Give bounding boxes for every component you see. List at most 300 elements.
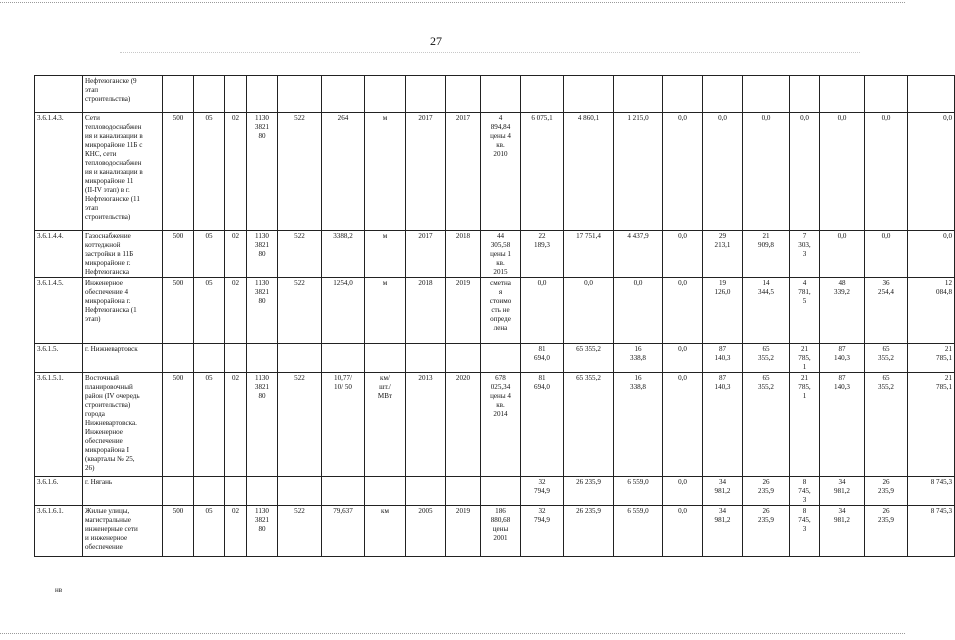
program-code-cell [163, 373, 194, 477]
end-year-cell [446, 477, 481, 506]
section-code: 05 [205, 232, 213, 240]
local-budget-2018: 8 745, 3 [798, 507, 811, 533]
section-code-cell [194, 278, 225, 344]
fund-budget-2019: 36 254,4 [878, 279, 894, 296]
total-2017-cell [521, 278, 564, 344]
unit-cell [365, 373, 406, 477]
local-budget-2019-cell [908, 113, 955, 231]
expense-type-cell [278, 231, 322, 278]
fund-budget-2019: 65 355,2 [878, 345, 894, 362]
fund-budget-2019-cell [865, 113, 908, 231]
unit-cell [365, 344, 406, 373]
local-budget-2018: 21 785, 1 [798, 374, 811, 400]
other-sources: 0,0 [678, 374, 687, 382]
total-2019: 34 981,2 [834, 507, 850, 524]
other-sources-cell [663, 76, 703, 113]
section-code-cell [194, 113, 225, 231]
fund-budget-cell [564, 477, 614, 506]
unit: км/ шт./ МВт [377, 374, 393, 400]
end-year: 2019 [455, 279, 471, 287]
total-2017-cell [521, 373, 564, 477]
unit-cell [365, 477, 406, 506]
section-code: 05 [205, 114, 213, 122]
section-code: 05 [205, 374, 213, 382]
local-budget-cell [614, 344, 663, 373]
estimated-cost-cell [481, 113, 521, 231]
estimated-cost: 678 025,34 цены 4 кв. 2014 [490, 374, 511, 418]
other-sources: 0,0 [678, 114, 687, 122]
total-2018: 29 213,1 [714, 232, 731, 249]
expense-type: 522 [294, 232, 305, 240]
local-budget-2019-cell [908, 344, 955, 373]
total-2019-cell [820, 113, 865, 231]
capacity: 3388,2 [333, 232, 353, 240]
section-code-cell [194, 477, 225, 506]
row-name-cell [83, 477, 163, 506]
start-year-cell [406, 231, 446, 278]
target-article: 1130 3821 80 [254, 279, 270, 305]
local-budget-2018: 7 303, 3 [798, 232, 811, 258]
total-2018: 34 981,2 [714, 507, 731, 524]
fund-budget: 26 235,9 [576, 507, 601, 515]
row-name-cell [83, 373, 163, 477]
capacity-cell [322, 76, 365, 113]
other-sources: 0,0 [678, 345, 687, 353]
table-row [35, 344, 955, 373]
program-code-cell [163, 506, 194, 557]
local-budget-2019: 0,0 [943, 114, 952, 122]
fund-budget: 17 751,4 [576, 232, 601, 240]
local-budget-2019: 8 745,3 [930, 507, 952, 515]
total-2018: 34 981,2 [714, 478, 731, 495]
subsection-code-cell [225, 278, 247, 344]
row-name-cell [83, 113, 163, 231]
target-article-cell [247, 373, 278, 477]
unit: км [381, 507, 389, 515]
local-budget-2018: 4 781, 5 [798, 279, 811, 305]
subsection-code-cell [225, 231, 247, 278]
fund-budget-cell [564, 113, 614, 231]
estimated-cost: сметна я стоимо сть не опреде лена [489, 279, 512, 332]
subsection-code-cell [225, 344, 247, 373]
subsection-code-cell [225, 76, 247, 113]
total-2017-cell [521, 76, 564, 113]
other-sources: 0,0 [678, 478, 687, 486]
estimated-cost-cell [481, 373, 521, 477]
program-code: 500 [172, 114, 184, 122]
start-year-cell [406, 76, 446, 113]
unit: м [382, 232, 388, 240]
other-sources-cell [663, 344, 703, 373]
total-2018: 0,0 [718, 114, 727, 122]
fund-budget-2019: 26 235,9 [878, 507, 894, 524]
subsection-code-cell [225, 477, 247, 506]
start-year: 2005 [418, 507, 433, 515]
local-budget-2019-cell [908, 477, 955, 506]
section-code-cell [194, 344, 225, 373]
row-code-cell [35, 113, 83, 231]
end-year: 2017 [455, 114, 471, 122]
total-2017: 32 794,9 [534, 507, 550, 524]
capacity-cell [322, 373, 365, 477]
local-budget-cell [614, 278, 663, 344]
local-budget-2019-cell [908, 278, 955, 344]
fund-budget-cell [564, 506, 614, 557]
other-sources: 0,0 [678, 507, 687, 515]
expense-type-cell [278, 344, 322, 373]
section-code-cell [194, 76, 225, 113]
total-2017: 6 075,1 [531, 114, 553, 122]
total-2019-cell [820, 506, 865, 557]
target-article-cell [247, 506, 278, 557]
target-article-cell [247, 113, 278, 231]
unit-cell [365, 231, 406, 278]
fund-budget-2019: 0,0 [881, 232, 891, 240]
row-name-cell [83, 278, 163, 344]
row-code-cell [35, 506, 83, 557]
total-2018-cell [703, 278, 743, 344]
fund-budget-cell [564, 344, 614, 373]
other-sources-cell [663, 477, 703, 506]
unit-cell [365, 76, 406, 113]
total-2017-cell [521, 344, 564, 373]
row-code-cell [35, 231, 83, 278]
fund-budget-2018-cell [743, 373, 790, 477]
program-code-cell [163, 278, 194, 344]
fund-budget-2019-cell [865, 231, 908, 278]
fund-budget: 65 355,2 [576, 345, 601, 353]
target-article: 1130 3821 80 [254, 114, 270, 140]
local-budget-2018: 21 785, 1 [798, 345, 811, 371]
local-budget-2018-cell [790, 344, 820, 373]
scan-edge-line [120, 52, 860, 53]
other-sources: 0,0 [678, 279, 687, 287]
local-budget: 16 338,8 [630, 345, 646, 362]
estimated-cost-cell [481, 344, 521, 373]
fund-budget-2018: 14 344,5 [758, 279, 774, 296]
estimated-cost-cell [481, 231, 521, 278]
table-row [35, 373, 955, 477]
table-row [35, 278, 955, 344]
expense-type: 522 [294, 374, 305, 382]
expense-type-cell [278, 278, 322, 344]
local-budget-cell [614, 76, 663, 113]
program-code-cell [163, 76, 194, 113]
fund-budget: 26 235,9 [576, 478, 601, 486]
start-year: 2018 [418, 279, 433, 287]
scan-edge-bottom [0, 633, 905, 634]
expense-type-cell [278, 506, 322, 557]
total-2019-cell [820, 477, 865, 506]
total-2017-cell [521, 506, 564, 557]
local-budget: 4 437,9 [627, 232, 649, 240]
total-2019-cell [820, 231, 865, 278]
start-year-cell [406, 113, 446, 231]
expense-type: 522 [294, 279, 305, 287]
fund-budget-2019-cell [865, 344, 908, 373]
start-year-cell [406, 506, 446, 557]
local-budget-2018-cell [790, 231, 820, 278]
program-code: 500 [172, 374, 184, 382]
capacity-cell [322, 506, 365, 557]
local-budget-2019-cell [908, 506, 955, 557]
local-budget-2018-cell [790, 373, 820, 477]
fund-budget-2018-cell [743, 477, 790, 506]
capacity: 79,637 [333, 507, 353, 515]
end-year: 2018 [455, 232, 471, 240]
total-2018-cell [703, 76, 743, 113]
section-code: 05 [205, 507, 213, 515]
other-sources-cell [663, 113, 703, 231]
end-year-cell [446, 373, 481, 477]
end-year-cell [446, 344, 481, 373]
total-2019: 87 140,3 [834, 345, 850, 362]
other-sources: 0,0 [678, 232, 687, 240]
row-name: Газоснабжение коттеджной застройки в 11Б микрорайоне г. Нефтеюганска [85, 232, 134, 276]
row-name-cell [83, 76, 163, 113]
table-row [35, 113, 955, 231]
expense-type-cell [278, 477, 322, 506]
local-budget-cell [614, 373, 663, 477]
row-code-cell [35, 76, 83, 113]
unit: м [382, 279, 388, 287]
fund-budget-2018-cell [743, 344, 790, 373]
fund-budget-2019: 0,0 [881, 114, 891, 122]
start-year-cell [406, 373, 446, 477]
subsection-code-cell [225, 506, 247, 557]
local-budget: 0,0 [633, 279, 643, 287]
local-budget-2018-cell [790, 76, 820, 113]
expense-type: 522 [294, 507, 305, 515]
total-2017: 0,0 [537, 279, 547, 287]
target-article: 1130 3821 80 [254, 232, 270, 258]
row-code: 3.6.1.6.1. [37, 507, 64, 515]
end-year: 2019 [455, 507, 471, 515]
total-2017: 22 189,3 [534, 232, 550, 249]
table-row [35, 477, 955, 506]
target-article-cell [247, 231, 278, 278]
end-year-cell [446, 76, 481, 113]
start-year: 2017 [418, 114, 433, 122]
unit-cell [365, 113, 406, 231]
fund-budget-2018: 26 235,9 [758, 507, 774, 524]
row-name: Нефтеюганске (9 этап строительства) [85, 77, 137, 103]
estimated-cost-cell [481, 278, 521, 344]
fund-budget-2018: 21 909,8 [758, 232, 774, 249]
local-budget-cell [614, 506, 663, 557]
total-2019: 87 140,3 [834, 374, 850, 391]
target-article-cell [247, 477, 278, 506]
total-2018-cell [703, 113, 743, 231]
capacity: 10,77/ 10/ 50 [334, 374, 352, 391]
expense-type-cell [278, 373, 322, 477]
total-2017-cell [521, 231, 564, 278]
subsection-code: 02 [231, 279, 240, 287]
local-budget: 6 559,0 [627, 507, 649, 515]
row-code: 3.6.1.4.3. [37, 114, 64, 122]
capacity-cell [322, 231, 365, 278]
end-year: 2020 [455, 374, 471, 382]
fund-budget-2019-cell [865, 506, 908, 557]
row-code: 3.6.1.6. [37, 478, 59, 486]
table-row [35, 506, 955, 557]
total-2019: 34 981,2 [834, 478, 850, 495]
fund-budget-2018: 65 355,2 [758, 374, 774, 391]
start-year: 2017 [418, 232, 433, 240]
program-code: 500 [172, 507, 184, 515]
local-budget-2018-cell [790, 506, 820, 557]
total-2018: 19 126,0 [714, 279, 731, 296]
section-code-cell [194, 231, 225, 278]
local-budget-2018: 8 745, 3 [798, 478, 811, 504]
page-number: 27 [430, 34, 442, 48]
total-2019: 48 339,2 [834, 279, 850, 296]
local-budget-2018-cell [790, 477, 820, 506]
row-code: 3.6.1.5. [37, 345, 59, 353]
target-article: 1130 3821 80 [254, 507, 270, 533]
total-2017: 81 694,0 [534, 345, 550, 362]
local-budget-2018-cell [790, 278, 820, 344]
fund-budget-2019-cell [865, 76, 908, 113]
expense-type-cell [278, 113, 322, 231]
total-2019-cell [820, 278, 865, 344]
section-code-cell [194, 506, 225, 557]
local-budget-2019: 8 745,3 [930, 478, 952, 486]
row-name: г. Нижневартовск [85, 345, 138, 353]
local-budget-2019: 21 785,1 [936, 374, 952, 391]
subsection-code: 02 [231, 232, 240, 240]
capacity-cell [322, 477, 365, 506]
scan-edge-top [0, 2, 905, 3]
row-code: 3.6.1.4.4. [37, 232, 64, 240]
other-sources-cell [663, 506, 703, 557]
fund-budget: 65 355,2 [576, 374, 601, 382]
program-code-cell [163, 113, 194, 231]
fund-budget-2019: 65 355,2 [878, 374, 894, 391]
unit: м [382, 114, 388, 122]
capacity-cell [322, 344, 365, 373]
unit-cell [365, 278, 406, 344]
target-article-cell [247, 76, 278, 113]
table-row [35, 231, 955, 278]
row-code-cell [35, 344, 83, 373]
fund-budget-2019-cell [865, 373, 908, 477]
local-budget-2019-cell [908, 231, 955, 278]
row-name: Сети тепловодоснабжен ия и канализации в микрорайоне 11Б с КНС, сети тепловодоснабжен ия и канализации в микрорайоне 11 (II-IV этап) в г. Нефтеюганске (11 этап строительства) [85, 114, 143, 221]
subsection-code: 02 [231, 507, 240, 515]
row-name-cell [83, 231, 163, 278]
expense-type-cell [278, 76, 322, 113]
total-2017-cell [521, 477, 564, 506]
estimated-cost: 4 894,84 цены 4 кв. 2010 [490, 114, 511, 158]
fund-budget-2018-cell [743, 506, 790, 557]
unit-cell [365, 506, 406, 557]
start-year: 2013 [418, 374, 433, 382]
total-2018: 87 140,3 [714, 374, 731, 391]
row-name-cell [83, 506, 163, 557]
fund-budget-cell [564, 373, 614, 477]
estimated-cost-cell [481, 477, 521, 506]
row-name: Инженерное обеспечение 4 микрорайона г. Нефтеюганска (1 этап) [85, 279, 137, 323]
row-name: Восточный планировочный район (IV очередь строительства) города Нижневартовска. Инженерное обеспечение микрорайона I (кварталы № 25, 26) [85, 374, 140, 472]
fund-budget-cell [564, 76, 614, 113]
local-budget-2018: 0,0 [800, 114, 809, 122]
fund-budget-cell [564, 278, 614, 344]
local-budget-2019: 12 084,8 [936, 279, 952, 296]
fund-budget-cell [564, 231, 614, 278]
end-year-cell [446, 278, 481, 344]
local-budget-2019-cell [908, 76, 955, 113]
fund-budget-2019-cell [865, 477, 908, 506]
fund-budget-2018: 65 355,2 [758, 345, 774, 362]
local-budget: 1 215,0 [627, 114, 649, 122]
target-article-cell [247, 278, 278, 344]
fund-budget: 4 860,1 [577, 114, 600, 122]
fund-budget-2019: 26 235,9 [878, 478, 894, 495]
program-code: 500 [172, 279, 184, 287]
row-name: г. Нягань [85, 478, 113, 486]
local-budget-cell [614, 231, 663, 278]
total-2017: 32 794,9 [534, 478, 550, 495]
budget-table [34, 75, 955, 557]
fund-budget: 0,0 [584, 279, 593, 287]
subsection-code-cell [225, 373, 247, 477]
other-sources-cell [663, 231, 703, 278]
fund-budget-2018-cell [743, 113, 790, 231]
local-budget-2019: 0,0 [943, 232, 952, 240]
row-code: 3.6.1.5.1. [37, 374, 64, 382]
fund-budget-2018-cell [743, 231, 790, 278]
total-2017: 81 694,0 [534, 374, 550, 391]
section-code: 05 [205, 279, 213, 287]
estimated-cost: 44 305,58 цены 1 кв. 2015 [490, 232, 511, 276]
local-budget-2019-cell [908, 373, 955, 477]
subsection-code: 02 [231, 374, 240, 382]
row-code-cell [35, 373, 83, 477]
total-2018-cell [703, 477, 743, 506]
row-name: Жилые улицы, магистральные инженерные сети и инженерное обеспечение [85, 507, 138, 551]
other-sources-cell [663, 278, 703, 344]
local-budget-2018-cell [790, 113, 820, 231]
program-code-cell [163, 477, 194, 506]
fund-budget-2018: 0,0 [761, 114, 771, 122]
end-year-cell [446, 506, 481, 557]
row-code: 3.6.1.4.5. [37, 279, 64, 287]
fund-budget-2019-cell [865, 278, 908, 344]
total-2018-cell [703, 344, 743, 373]
total-2018-cell [703, 231, 743, 278]
start-year-cell [406, 344, 446, 373]
end-year-cell [446, 231, 481, 278]
total-2019: 0,0 [837, 114, 847, 122]
other-sources-cell [663, 373, 703, 477]
fund-budget-2018-cell [743, 76, 790, 113]
subsection-code-cell [225, 113, 247, 231]
total-2018-cell [703, 373, 743, 477]
row-code-cell [35, 477, 83, 506]
fund-budget-2018: 26 235,9 [758, 478, 774, 495]
target-article-cell [247, 344, 278, 373]
total-2017-cell [521, 113, 564, 231]
program-code-cell [163, 344, 194, 373]
total-2019: 0,0 [837, 232, 847, 240]
footer-mark: нв [55, 586, 63, 594]
subsection-code: 02 [231, 114, 240, 122]
target-article: 1130 3821 80 [254, 374, 270, 400]
total-2019-cell [820, 76, 865, 113]
capacity-cell [322, 113, 365, 231]
end-year-cell [446, 113, 481, 231]
